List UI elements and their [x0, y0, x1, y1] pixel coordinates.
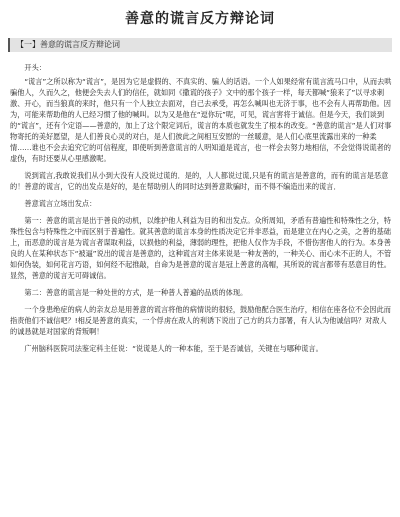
section-heading: 【一】善意的谎言反方辩论词 [8, 38, 392, 52]
document-body [10, 62, 392, 360]
paragraph-1: “谎言”之所以称为“谎言”，是因为它是虚假的、不真实的、骗人的话语。一个人如果经常有谎言流马口中，从而去哄骗他人，久而久之，他便会失去人们的信任，就如同《撒谎的孩子》文中的那个孩子一样，每天都喊“狼来了”以寻求刺激、开心，而当狼真的来时，他只有一个人独立去面对，自己去承受，再怎么喊叫也无济于事，也不会有人再帮助他。因为，可能来帮助他的人已经习惯了他的喊叫。以为又是他在“逗你玩”呢，可见，谎言害将于诚信。但是今天，我们谈到的“谎言”，还有个定语——善意的，加上了这个限定词后，谎言的本质也就发生了根本的改变。“善意的谎言”是人们对事物寄托的美好愿望，是人们善良心灵的对白，是人们彼此之间相互安慰的一丝暖意，是人们心底里流露出来的一种柔情……谁也不会去追究它的可信程度，即使听到善意谎言的人明知道是谎言，也一样会去努力地相信，不会觉得说谎者的虚伪，有时还要从心里感激呢。 [10, 77, 392, 163]
paragraph-4: 第一：善意的谎言是出于善良的动机，以维护他人利益为目的和出发点。众所周知，矛盾有普遍性和特殊性之分，特殊性包含与特殊性之中而区别于普遍性。就其善意的谎言本身的性质决定它并非恶益，而是建立在内心之美，之善的基础上，而恶意的谎言是为谎言者谋取利益，以损他的利益，薄弱的理性，把他人仅作为手段，不惜伤害他人的行为。本身善良的人在某种状态下“被逼”说出的谎言是善意的，这种谎言对主体来说是一种友善的，一种关心、而心未不正的人，不管如何伪装，如何花言巧语，如何经不起推敲，自命为是善意的谎言是冠上善意的高帽，其所说的谎言都带有恶意目的性。显然，善意的谎言无可碍诚信。 [10, 216, 392, 280]
page-title: 善意的谎言反方辩论词 [125, 11, 275, 27]
greeting-line: 开头： [24, 63, 46, 72]
paragraph-7: 广州脑科医院司法鉴定科主任说：“说谎是人的一种本能，至于是否诚信，关键在与哪种谎言。 [24, 344, 323, 353]
paragraph-3: 善意谎言立场出发点： [24, 199, 97, 208]
paragraph-6: 一个身患绝症的病人的亲友总是用善意的谎言将他的病情说的很轻，鼓励他配合医生治疗，相信在座各位不会因此而指责他们不诚信吧？!相反是善意的真实，一个俘虏在敌人的利诱下说出了己方的兵力部署，有人认为他诚信吗？对敌人的诚恳就是对国家的背叛啊！ [10, 305, 391, 336]
paragraph-5: 第二：善意的谎言是一种处世的方式，是一种普人普遍的品质的体现。 [24, 288, 248, 297]
paragraph-2: 说到谎言,我敢说我们从小到大没有人没说过谎的．是的，人人都说过谎,只是有的谎言是善意的，而有的谎言是恶意的！善意的谎言，它的出发点是好的，是在帮助别人的同时达到善意欺骗时，而不得不编造出来的谎言． [10, 171, 389, 191]
